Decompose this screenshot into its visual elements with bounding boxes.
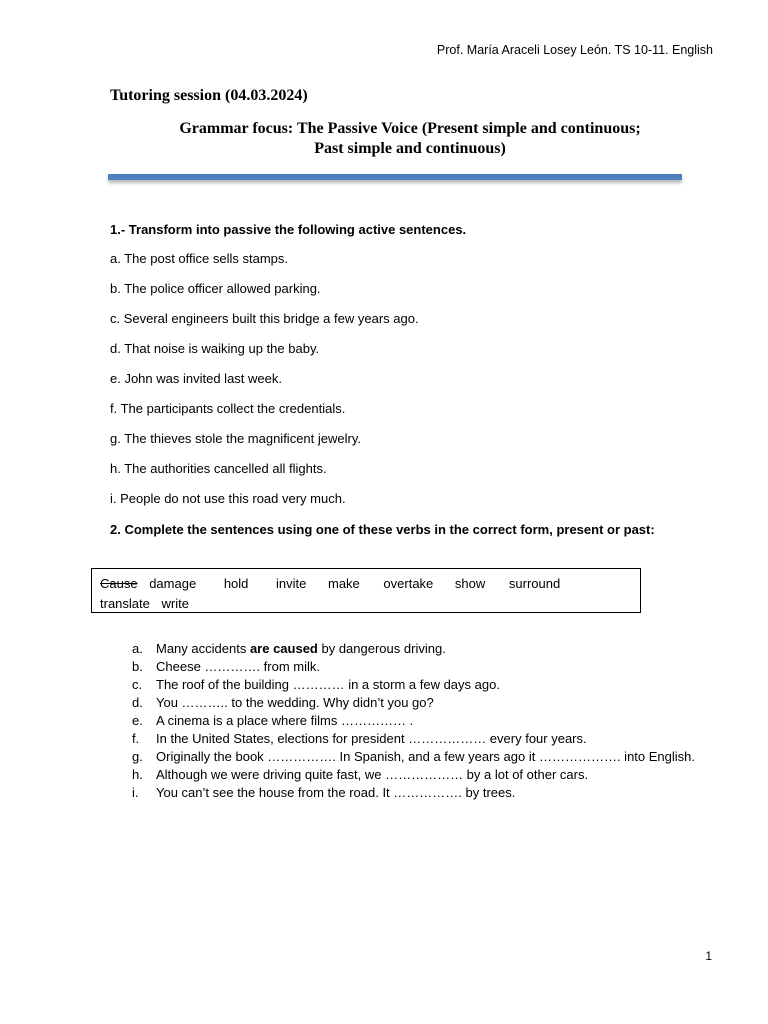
list-item: f. The participants collect the credentials. xyxy=(110,401,346,416)
item-marker: d. xyxy=(132,695,143,710)
list-item xyxy=(132,749,695,767)
list-item: d. That noise is waiking up the baby. xyxy=(110,341,320,356)
verb-option: translate xyxy=(100,596,150,611)
item-marker: e. xyxy=(132,713,143,728)
item-marker: i. xyxy=(132,785,139,800)
item-text: You ……….. to the wedding. Why didn’t you go? xyxy=(156,695,434,710)
list-item xyxy=(132,713,695,731)
list-item xyxy=(132,695,695,713)
list-item xyxy=(132,767,695,785)
item-marker: g. xyxy=(132,749,143,764)
example-item xyxy=(132,641,695,659)
grammar-focus-title xyxy=(110,119,710,159)
list-item: b. The police officer allowed parking. xyxy=(110,281,321,296)
list-item: h. The authorities cancelled all flights. xyxy=(110,461,327,476)
exercise-2-list xyxy=(132,641,695,803)
page-number: 1 xyxy=(705,949,712,963)
item-marker: f. xyxy=(132,731,140,746)
list-item: a. The post office sells stamps. xyxy=(110,251,288,266)
example-answer: are caused xyxy=(249,641,318,656)
list-item: c. Several engineers built this bridge a few years ago. xyxy=(110,311,419,326)
verb-option: write xyxy=(161,596,189,611)
list-item xyxy=(132,785,695,803)
item-text: The roof of the building ………… in a storm a few days ago. xyxy=(156,677,500,692)
list-item: i. People do not use this road very much. xyxy=(110,491,346,506)
item-text: A cinema is a place where films …………… . xyxy=(156,713,414,728)
item-text: Cheese …………. from milk. xyxy=(156,659,320,674)
exercise-1-heading: 1.- Transform into passive the following active sentences. xyxy=(110,222,467,237)
grammar-focus-line-2: Past simple and continuous) xyxy=(314,140,506,157)
verb-option: surround xyxy=(508,576,561,591)
list-item: g. The thieves stole the magnificent jewelry. xyxy=(110,431,361,446)
list-item xyxy=(132,677,695,695)
item-text: In the United States, elections for president ……………… every four years. xyxy=(156,731,587,746)
verb-option: show xyxy=(454,576,486,591)
author-header: Prof. María Araceli Losey León. TS 10-11. English xyxy=(436,43,713,57)
item-text: Although we were driving quite fast, we ……………… by a lot of other cars. xyxy=(156,767,589,782)
struck-verb: Cause xyxy=(100,576,138,591)
list-item: e. John was invited last week. xyxy=(110,371,282,386)
item-text: Originally the book ……………. In Spanish, and a few years ago it ………………. into English. xyxy=(156,749,696,764)
example-text-before: Many accidents xyxy=(156,641,250,656)
item-text: You can’t see the house from the road. It ……………. by trees. xyxy=(156,785,516,800)
verb-option: overtake xyxy=(383,576,434,591)
verb-option: invite xyxy=(276,576,307,591)
exercise-2-heading: 2. Complete the sentences using one of these verbs in the correct form, present or past: xyxy=(110,522,655,537)
item-marker: c. xyxy=(132,677,143,692)
example-text-after: by dangerous driving. xyxy=(317,641,446,656)
verb-option: damage xyxy=(149,576,197,591)
item-marker: b. xyxy=(132,659,143,674)
grammar-focus-line-1: Grammar focus: The Passive Voice (Present simple and continuous; xyxy=(179,120,641,137)
verb-option: hold xyxy=(223,576,249,591)
exercise-1-list xyxy=(110,251,419,521)
verb-bank-box xyxy=(91,568,641,613)
item-marker: h. xyxy=(132,767,143,782)
session-title: Tutoring session (04.03.2024) xyxy=(110,87,308,104)
verb-option: make xyxy=(328,576,360,591)
title-divider-rule xyxy=(108,174,682,180)
list-item xyxy=(132,659,695,677)
list-item xyxy=(132,731,695,749)
item-marker: a. xyxy=(132,641,143,656)
